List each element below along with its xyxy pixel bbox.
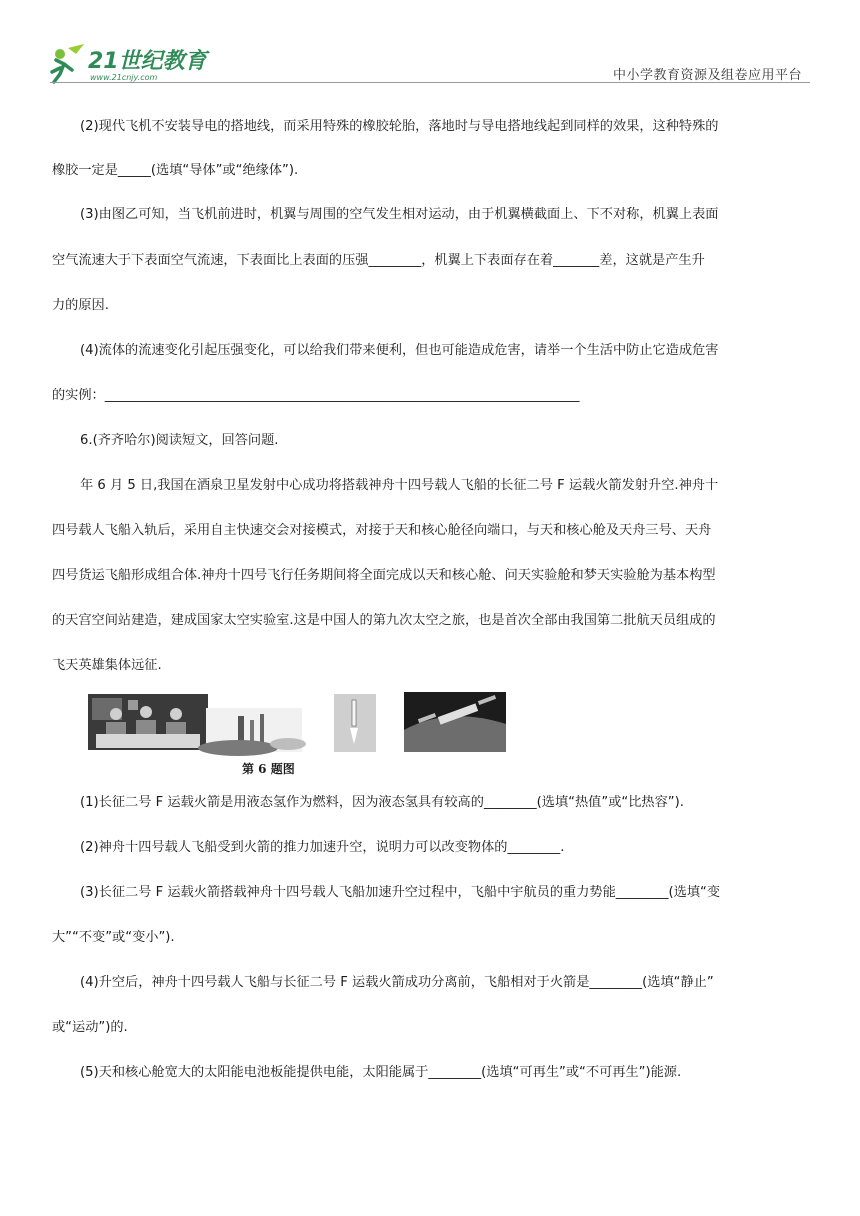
text-line: 6.(齐齐哈尔)阅读短文，回答问题. xyxy=(80,433,279,448)
text-line: (4)升空后，神舟十四号载人飞船与长征二号 F 运载火箭成功分离前，飞船相对于火箭是________(选填“静止” xyxy=(80,975,714,990)
text-line: 空气流速大于下表面空气流速，下表面比上表面的压强________，机翼上下表面存在着_______差，这就是产生升 xyxy=(52,253,705,268)
text-line: (2)现代飞机不安装导电的搭地线，而采用特殊的橡胶轮胎，落地时与导电搭地线起到同样的效果，这种特殊的 xyxy=(80,119,719,134)
platform-name: 中小学教育资源及组卷应用平台 xyxy=(612,68,802,83)
text-line: 橡胶一定是_____(选填“导体”或“绝缘体”). xyxy=(52,163,299,178)
text-line: 四号货运飞船形成组合体.神舟十四号飞行任务期间将全面完成以天和核心舱、问天实验舱和梦天实验舱为基本构型 xyxy=(52,568,716,583)
text-line: 的天宫空间站建造，建成国家太空实验室.这是中国人的第九次太空之旅，也是首次全部由我国第二批航天员组成的 xyxy=(52,613,716,628)
header-divider xyxy=(50,82,810,83)
text-line: 力的原因. xyxy=(52,298,109,313)
launch-pad-photo xyxy=(198,708,306,756)
text-line: 或“运动”)的. xyxy=(52,1020,128,1035)
figure-caption: 第 6 题图 xyxy=(242,762,295,776)
space-station-photo xyxy=(404,692,506,752)
text-line: (1)长征二号 F 运载火箭是用液态氢作为燃料，因为液态氢具有较高的________(选填“热值”或“比热容”). xyxy=(80,795,684,810)
rocket-ascent-photo xyxy=(334,694,376,752)
text-line: (4)流体的流速变化引起压强变化，可以给我们带来便利，但也可能造成危害，请举一个生活中防止它造成危害 xyxy=(80,343,719,358)
figure-6-photos xyxy=(88,690,508,780)
21cnjy-logo xyxy=(50,40,220,84)
logo-url: www.21cnjy.com xyxy=(90,73,158,82)
text-line: 四号载人飞船入轨后，采用自主快速交会对接模式，对接于天和核心舱径向端口，与天和核心舱及天舟三号、天舟 xyxy=(52,523,712,538)
text-line: 年 6 月 5 日,我国在酒泉卫星发射中心成功将搭载神舟十四号载人飞船的长征二号 F 运载火箭发射升空.神舟十 xyxy=(80,478,719,493)
astronauts-photo xyxy=(88,694,208,750)
text-line: (3)由图乙可知，当飞机前进时，机翼与周围的空气发生相对运动，由于机翼横截面上、下不对称，机翼上表面 xyxy=(80,207,719,222)
text-line: 的实例：________________________________________________________________________ xyxy=(52,388,580,403)
text-line: 大”“不变”或“变小”). xyxy=(52,930,175,945)
text-line: (3)长征二号 F 运载火箭搭载神舟十四号载人飞船加速升空过程中，飞船中宇航员的重力势能________(选填“变 xyxy=(80,885,721,900)
text-line: (5)天和核心舱宽大的太阳能电池板能提供电能，太阳能属于________(选填“可再生”或“不可再生”)能源. xyxy=(80,1065,682,1080)
page-header xyxy=(0,0,860,90)
text-line: 飞天英雄集体远征. xyxy=(52,658,162,673)
logo-text: 21世纪教育 xyxy=(88,49,207,74)
text-line: (2)神舟十四号载人飞船受到火箭的推力加速升空，说明力可以改变物体的________. xyxy=(80,840,565,855)
